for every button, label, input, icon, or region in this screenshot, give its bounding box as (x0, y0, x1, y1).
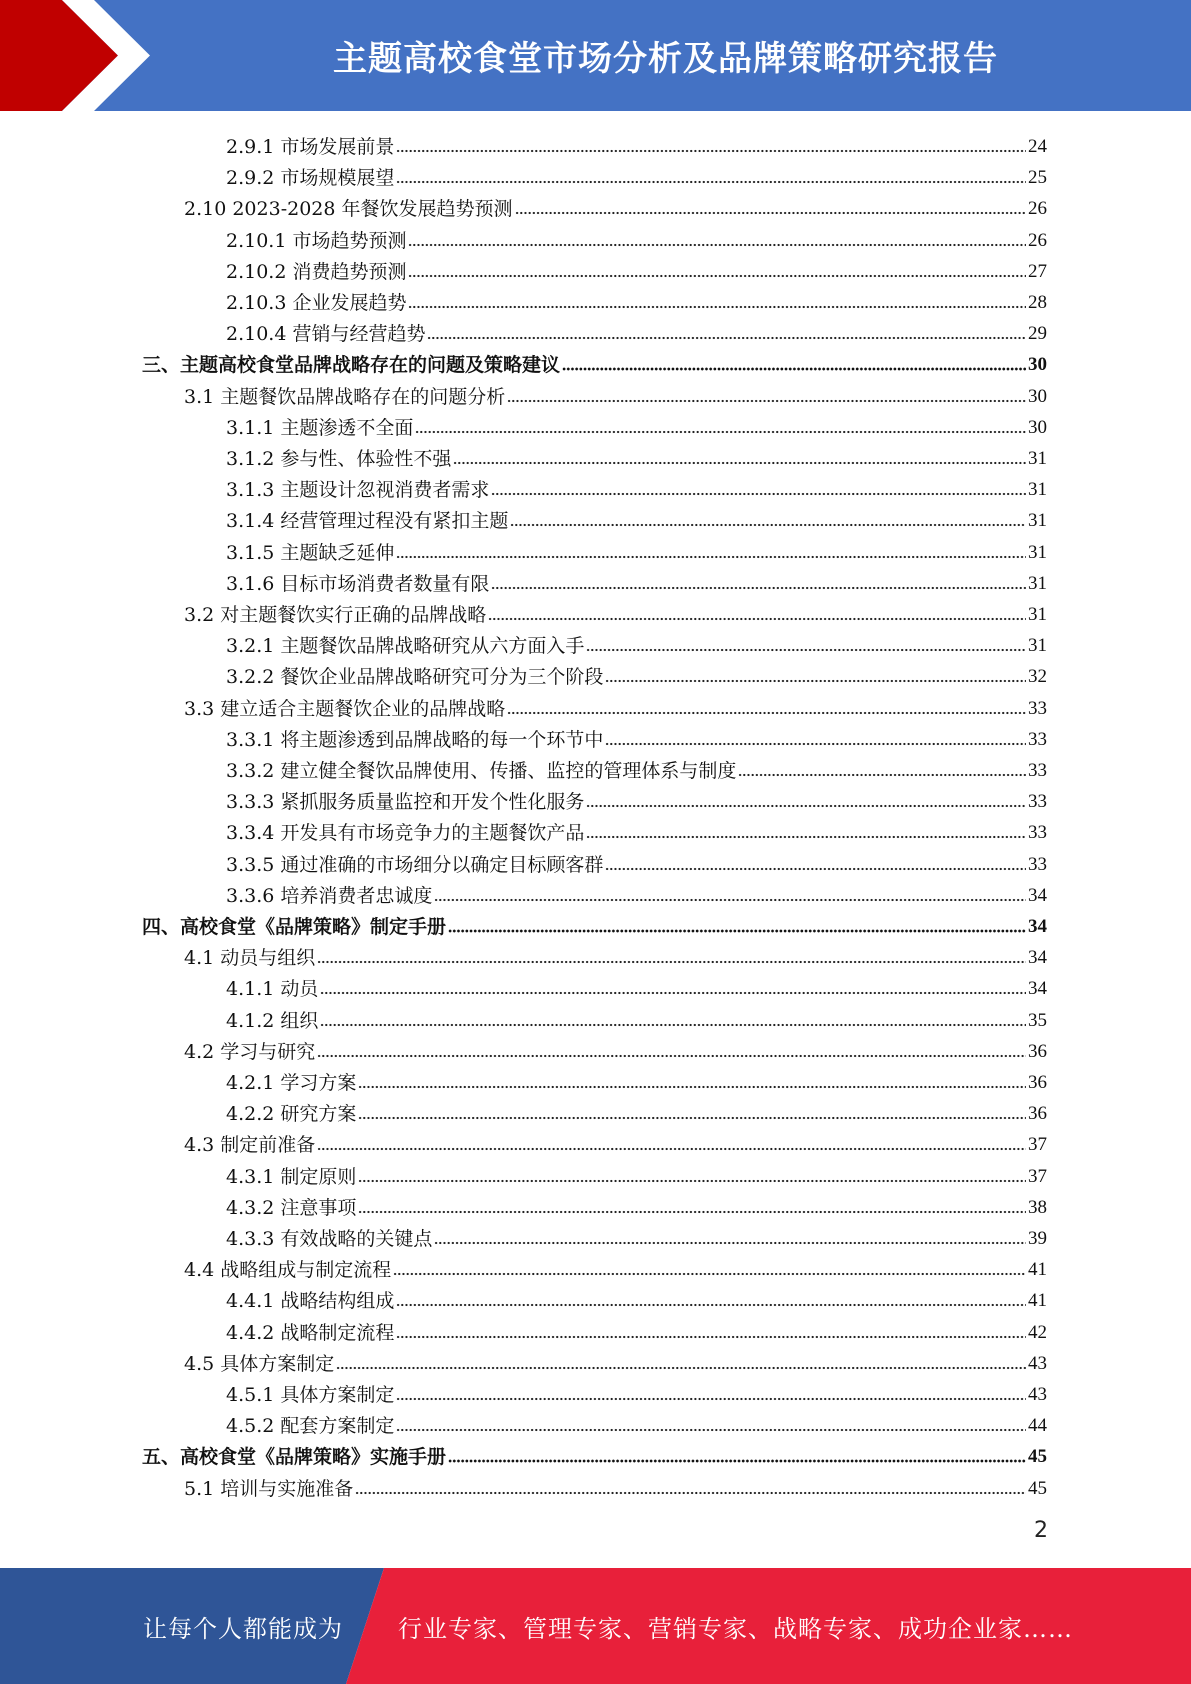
toc-dot-leader (355, 1490, 1026, 1496)
toc-chapter-entry[interactable] (142, 346, 1047, 377)
toc-subsection-entry[interactable] (226, 253, 1047, 284)
toc-dot-leader (408, 273, 1026, 279)
toc-entry-label: 2.10.1 市场趋势预测 (226, 229, 407, 252)
toc-entry-label: 3.3.4 开发具有市场竞争力的主题餐饮产品 (226, 822, 585, 845)
toc-subsection-entry[interactable] (226, 783, 1047, 814)
toc-entry-page: 26 (1028, 198, 1047, 220)
toc-entry-label: 4.3.1 制定原则 (226, 1165, 357, 1188)
toc-entry-label: 4.4 战略组成与制定流程 (184, 1259, 392, 1282)
toc-dot-leader (605, 866, 1026, 872)
toc-dot-leader (507, 398, 1026, 404)
toc-entry-label: 3.1 主题餐饮品牌战略存在的问题分析 (184, 385, 506, 408)
toc-entry-label: 3.3 建立适合主题餐饮企业的品牌战略 (184, 697, 506, 720)
toc-entry-label: 2.10.2 消费趋势预测 (226, 260, 407, 283)
toc-entry-page: 45 (1028, 1477, 1047, 1499)
toc-section-entry[interactable] (184, 378, 1047, 409)
toc-entry-page: 34 (1028, 916, 1047, 937)
toc-entry-label: 三、主题高校食堂品牌战略存在的问题及策略建议 (142, 354, 561, 377)
document-title: 主题高校食堂市场分析及品牌策略研究报告 (333, 39, 998, 79)
toc-entry-page: 31 (1028, 448, 1047, 469)
toc-entry-page: 38 (1028, 1196, 1047, 1218)
toc-dot-leader (317, 1146, 1026, 1152)
page-footer (0, 1568, 1191, 1684)
toc-entry-label: 2.9.2 市场规模展望 (226, 167, 395, 190)
toc-dot-leader (317, 1053, 1026, 1059)
toc-entry-label: 3.2.2 餐饮企业品牌战略研究可分为三个阶段 (226, 666, 604, 689)
toc-subsection-entry[interactable] (226, 814, 1047, 845)
toc-subsection-entry[interactable] (226, 159, 1047, 190)
toc-entry-page: 37 (1028, 1165, 1047, 1187)
toc-dot-leader (515, 210, 1026, 216)
toc-subsection-entry[interactable] (226, 1220, 1047, 1251)
toc-dot-leader (393, 1271, 1026, 1277)
toc-entry-label: 2.10 2023-2028 年餐饮发展趋势预测 (184, 198, 513, 221)
toc-entry-label: 3.2 对主题餐饮实行正确的品牌战略 (184, 604, 487, 626)
toc-entry-page: 45 (1028, 1446, 1047, 1468)
toc-section-entry[interactable] (184, 190, 1047, 221)
toc-entry-label: 3.1.6 目标市场消费者数量有限 (226, 572, 490, 595)
toc-entry-page: 30 (1028, 416, 1047, 438)
toc-subsection-entry[interactable] (226, 409, 1047, 440)
toc-entry-label: 3.1.4 经营管理过程没有紧扣主题 (226, 510, 509, 533)
toc-dot-leader (510, 522, 1026, 528)
toc-dot-leader (396, 179, 1026, 185)
toc-subsection-entry[interactable] (226, 565, 1047, 596)
toc-entry-label: 3.3.6 培养消费者忠诚度 (226, 884, 433, 907)
toc-section-entry[interactable] (184, 1033, 1047, 1064)
toc-entry-page: 32 (1028, 666, 1047, 688)
toc-entry-label: 2.10.4 营销与经营趋势 (226, 323, 426, 346)
toc-dot-leader (738, 772, 1026, 778)
toc-dot-leader (396, 1396, 1026, 1402)
toc-section-entry[interactable] (184, 939, 1047, 970)
toc-entry-page: 25 (1028, 167, 1047, 189)
toc-dot-leader (358, 1084, 1026, 1090)
toc-entry-label: 4.5.2 配套方案制定 (226, 1415, 395, 1438)
toc-dot-leader (507, 710, 1026, 716)
toc-entry-label: 2.9.1 市场发展前景 (226, 136, 395, 158)
toc-dot-leader (448, 928, 1026, 934)
toc-entry-label: 3.3.1 将主题渗透到品牌战略的每一个环节中 (226, 728, 604, 751)
toc-entry-page: 31 (1028, 479, 1047, 501)
toc-section-entry[interactable] (184, 1470, 1047, 1501)
toc-dot-leader (491, 491, 1026, 497)
toc-subsection-entry[interactable] (226, 970, 1047, 1001)
toc-section-entry[interactable] (184, 690, 1047, 721)
toc-section-entry[interactable] (184, 1126, 1047, 1157)
toc-subsection-entry[interactable] (226, 1407, 1047, 1438)
toc-dot-leader (448, 1458, 1026, 1464)
toc-entry-label: 4.5.1 具体方案制定 (226, 1384, 395, 1406)
toc-subsection-entry[interactable] (226, 128, 1047, 159)
toc-subsection-entry[interactable] (226, 1189, 1047, 1220)
header-arrow-decoration (0, 0, 160, 111)
toc-entry-page: 33 (1028, 822, 1047, 844)
toc-entry-page: 34 (1028, 884, 1047, 906)
toc-entry-page: 35 (1028, 1009, 1047, 1031)
toc-entry-page: 34 (1028, 947, 1047, 969)
toc-dot-leader (605, 741, 1026, 747)
toc-entry-label: 3.1.1 主题渗透不全面 (226, 416, 414, 439)
toc-entry-page: 34 (1028, 978, 1047, 1000)
toc-entry-page: 41 (1028, 1259, 1047, 1281)
toc-dot-leader (562, 366, 1026, 372)
toc-entry-page: 31 (1028, 604, 1047, 625)
toc-dot-leader (586, 647, 1026, 653)
toc-entry-page: 33 (1028, 760, 1047, 781)
toc-entry-page: 30 (1028, 385, 1047, 407)
toc-subsection-entry[interactable] (226, 315, 1047, 346)
toc-entry-page: 36 (1028, 1040, 1047, 1062)
toc-entry-label: 4.3.2 注意事项 (226, 1196, 357, 1219)
toc-chapter-entry[interactable] (142, 1438, 1047, 1469)
toc-entry-label: 4.1 动员与组织 (184, 947, 316, 970)
toc-subsection-entry[interactable] (226, 1002, 1047, 1033)
toc-entry-page: 33 (1028, 697, 1047, 719)
toc-subsection-entry[interactable] (226, 502, 1047, 533)
toc-entry-page: 31 (1028, 541, 1047, 563)
toc-dot-leader (396, 148, 1026, 154)
toc-subsection-entry[interactable] (226, 752, 1047, 783)
toc-entry-page: 28 (1028, 292, 1047, 313)
toc-subsection-entry[interactable] (226, 284, 1047, 315)
toc-entry-page: 37 (1028, 1134, 1047, 1156)
toc-dot-leader (453, 460, 1026, 466)
toc-dot-leader (408, 242, 1026, 248)
footer-slogan-right: 行业专家、管理专家、营销专家、战略专家、成功企业家…… (398, 1614, 1073, 1643)
toc-entry-label: 4.2.2 研究方案 (226, 1103, 357, 1126)
toc-entry-label: 4.4.2 战略制定流程 (226, 1321, 395, 1344)
toc-section-entry[interactable] (184, 1345, 1047, 1376)
page-header (0, 0, 1191, 111)
toc-entry-page: 29 (1028, 323, 1047, 345)
toc-dot-leader (427, 335, 1026, 341)
toc-dot-leader (408, 304, 1026, 310)
toc-entry-label: 4.3 制定前准备 (184, 1134, 316, 1157)
toc-subsection-entry[interactable] (226, 1158, 1047, 1189)
toc-entry-label: 4.2 学习与研究 (184, 1040, 316, 1063)
toc-entry-label: 3.1.5 主题缺乏延伸 (226, 541, 395, 564)
toc-subsection-entry[interactable] (226, 627, 1047, 658)
toc-entry-page: 36 (1028, 1103, 1047, 1125)
toc-entry-page: 43 (1028, 1352, 1047, 1374)
toc-subsection-entry[interactable] (226, 1095, 1047, 1126)
toc-subsection-entry[interactable] (226, 721, 1047, 752)
toc-entry-label: 五、高校食堂《品牌策略》实施手册 (142, 1446, 447, 1469)
toc-subsection-entry[interactable] (226, 222, 1047, 253)
toc-entry-label: 4.1.1 动员 (226, 978, 319, 1001)
toc-dot-leader (396, 554, 1026, 560)
toc-dot-leader (358, 1178, 1026, 1184)
toc-entry-page: 31 (1028, 635, 1047, 657)
toc-dot-leader (434, 1240, 1026, 1246)
toc-entry-label: 4.3.3 有效战略的关键点 (226, 1228, 433, 1250)
toc-entry-label: 4.2.1 学习方案 (226, 1072, 357, 1094)
toc-entry-page: 26 (1028, 229, 1047, 251)
toc-dot-leader (320, 990, 1026, 996)
toc-subsection-entry[interactable] (226, 1282, 1047, 1313)
toc-dot-leader (605, 678, 1026, 684)
toc-entry-label: 3.2.1 主题餐饮品牌战略研究从六方面入手 (226, 635, 585, 658)
toc-dot-leader (586, 834, 1026, 840)
toc-entry-label: 四、高校食堂《品牌策略》制定手册 (142, 916, 447, 938)
toc-entry-page: 42 (1028, 1321, 1047, 1343)
toc-entry-page: 41 (1028, 1290, 1047, 1312)
toc-dot-leader (358, 1115, 1026, 1121)
toc-entry-page: 31 (1028, 510, 1047, 532)
toc-dot-leader (336, 1365, 1026, 1371)
toc-entry-page: 39 (1028, 1228, 1047, 1249)
toc-dot-leader (396, 1427, 1026, 1433)
toc-dot-leader (415, 429, 1026, 435)
toc-entry-page: 36 (1028, 1072, 1047, 1093)
toc-dot-leader (317, 959, 1026, 965)
toc-entry-label: 2.10.3 企业发展趋势 (226, 292, 407, 314)
toc-entry-label: 3.3.5 通过准确的市场细分以确定目标顾客群 (226, 853, 604, 876)
toc-dot-leader (488, 616, 1026, 622)
toc-dot-leader (491, 585, 1026, 591)
toc-dot-leader (396, 1302, 1026, 1308)
toc-entry-page: 27 (1028, 260, 1047, 282)
toc-entry-label: 5.1 培训与实施准备 (184, 1477, 354, 1500)
page-number: 2 (1034, 1518, 1048, 1543)
toc-subsection-entry[interactable] (226, 846, 1047, 877)
toc-entry-label: 3.1.3 主题设计忽视消费者需求 (226, 479, 490, 502)
toc-subsection-entry[interactable] (226, 1064, 1047, 1095)
toc-subsection-entry[interactable] (226, 1376, 1047, 1407)
toc-entry-page: 24 (1028, 136, 1047, 157)
toc-subsection-entry[interactable] (226, 534, 1047, 565)
toc-dot-leader (358, 1209, 1026, 1215)
toc-entry-label: 4.5 具体方案制定 (184, 1352, 335, 1375)
toc-subsection-entry[interactable] (226, 440, 1047, 471)
toc-dot-leader (396, 1334, 1026, 1340)
toc-entry-page: 33 (1028, 728, 1047, 750)
toc-entry-page: 31 (1028, 572, 1047, 594)
footer-slogan-left: 让每个人都能成为 (143, 1614, 343, 1643)
toc-section-entry[interactable] (184, 1251, 1047, 1282)
toc-subsection-entry[interactable] (226, 658, 1047, 689)
toc-subsection-entry[interactable] (226, 471, 1047, 502)
toc-chapter-entry[interactable] (142, 908, 1047, 939)
toc-entry-page: 44 (1028, 1415, 1047, 1437)
toc-subsection-entry[interactable] (226, 877, 1047, 908)
toc-entry-page: 43 (1028, 1384, 1047, 1405)
toc-entry-page: 33 (1028, 853, 1047, 875)
toc-entry-label: 3.3.3 紧抓服务质量监控和开发个性化服务 (226, 791, 585, 814)
toc-entry-label: 3.3.2 建立健全餐饮品牌使用、传播、监控的管理体系与制度 (226, 760, 737, 782)
toc-entry-label: 4.1.2 组织 (226, 1009, 319, 1032)
toc-dot-leader (586, 803, 1026, 809)
toc-section-entry[interactable] (184, 596, 1047, 627)
toc-entry-label: 4.4.1 战略结构组成 (226, 1290, 395, 1313)
toc-entry-page: 30 (1028, 354, 1047, 376)
toc-entry-label: 3.1.2 参与性、体验性不强 (226, 448, 452, 470)
toc-dot-leader (320, 1022, 1026, 1028)
toc-subsection-entry[interactable] (226, 1314, 1047, 1345)
toc-dot-leader (434, 897, 1026, 903)
toc-entry-page: 33 (1028, 791, 1047, 813)
